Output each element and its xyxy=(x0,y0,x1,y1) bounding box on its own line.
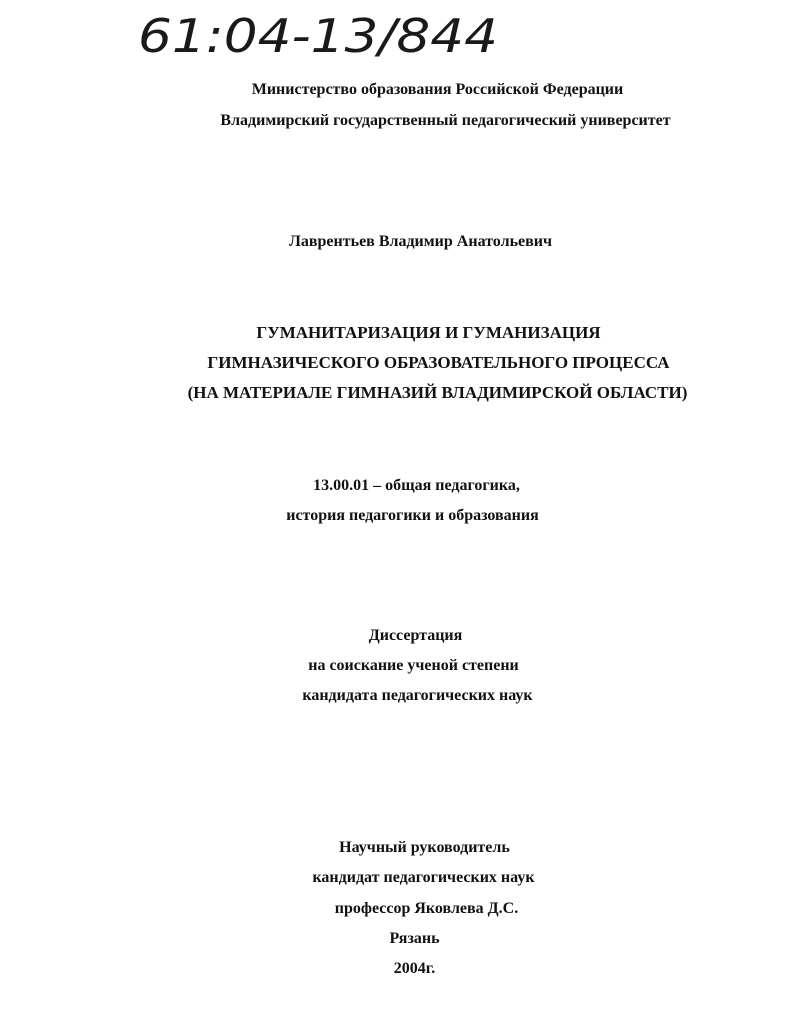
supervisor-degree: кандидат педагогических наук xyxy=(312,869,535,886)
specialty-code: 13.00.01 – общая педагогика, xyxy=(313,477,520,494)
degree-name: кандидата педагогических наук xyxy=(302,687,533,704)
ministry-name: Министерство образования Российской Федерации xyxy=(251,81,624,98)
author-name: Лаврентьев Владимир Анатольевич xyxy=(288,233,553,250)
document-type: Диссертация xyxy=(368,627,463,644)
supervisor-label: Научный руководитель xyxy=(339,839,510,856)
supervisor-name: профессор Яковлева Д.С. xyxy=(334,900,519,917)
thesis-title-line-2: ГИМНАЗИЧЕСКОГО ОБРАЗОВАТЕЛЬНОГО ПРОЦЕССА xyxy=(207,353,670,372)
archive-number-text: 61:04-13/844 xyxy=(138,9,498,60)
thesis-title-line-3: (НА МАТЕРИАЛЕ ГИМНАЗИЙ ВЛАДИМИРСКОЙ ОБЛАСТИ) xyxy=(187,383,688,402)
specialty-name: история педагогики и образования xyxy=(286,507,539,524)
university-name: Владимирский государственный педагогический университет xyxy=(220,112,671,129)
degree-purpose: на соискание ученой степени xyxy=(308,657,519,674)
city: Рязань xyxy=(389,930,440,947)
year: 2004г. xyxy=(393,960,436,977)
thesis-title-line-1: ГУМАНИТАРИЗАЦИЯ И ГУМАНИЗАЦИЯ xyxy=(256,323,601,342)
handwritten-archive-number xyxy=(138,8,508,60)
